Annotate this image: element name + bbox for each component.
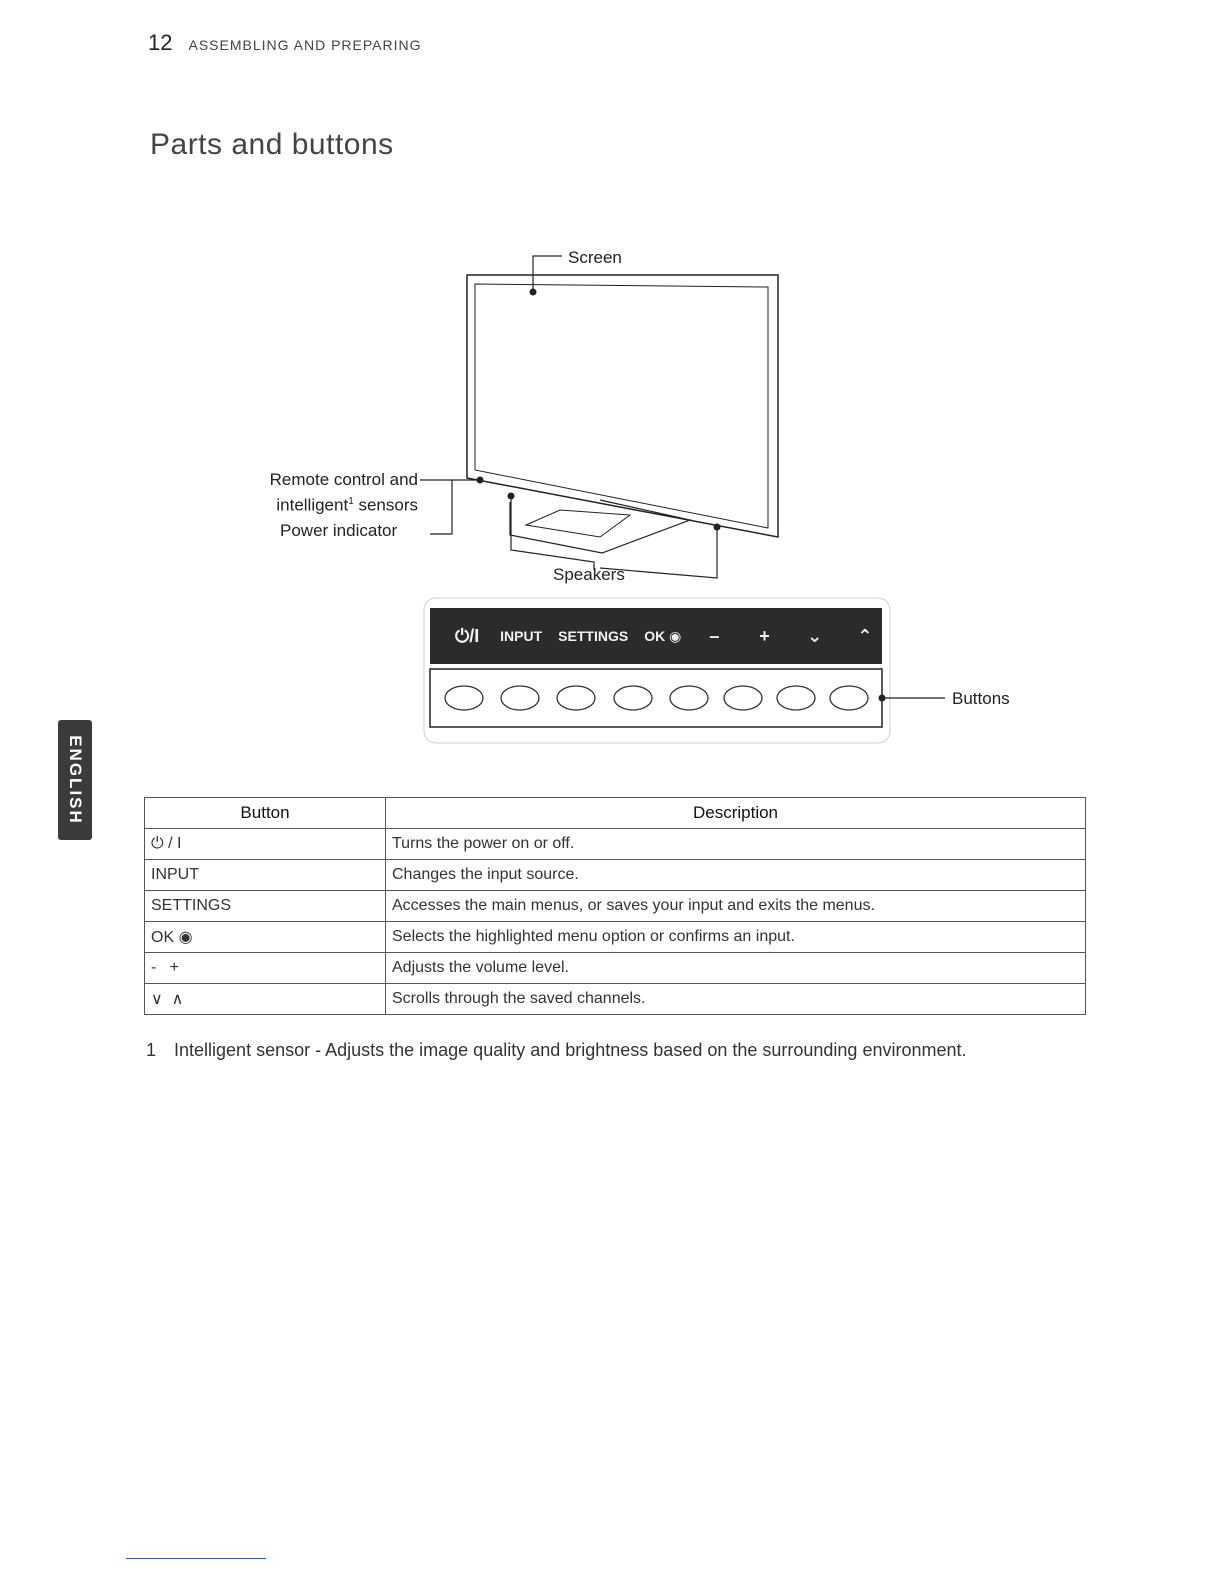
panel-label-plus: +: [759, 625, 770, 646]
bottom-rule: [126, 1558, 266, 1559]
panel-button-labels: [430, 608, 882, 664]
footnote: [146, 1040, 967, 1061]
button-description-table: [144, 797, 1086, 1015]
button-strip: [430, 669, 882, 727]
table-cell-button: ∨ ∧: [145, 984, 386, 1015]
table-row: [145, 953, 1086, 984]
panel-button-down: [777, 686, 815, 710]
label-power-indicator: Power indicator: [280, 521, 398, 540]
table-cell-button: INPUT: [145, 860, 386, 891]
panel-label-settings: SETTINGS: [558, 628, 629, 644]
footnote-number: 1: [146, 1040, 157, 1060]
table-cell-description: Turns the power on or off.: [386, 829, 1086, 860]
label-buttons: Buttons: [952, 689, 1010, 708]
panel-label-power: ⏻/I: [454, 625, 480, 646]
table-row: [145, 984, 1086, 1015]
table-row: [145, 891, 1086, 922]
panel-label-up: ⌃: [857, 625, 873, 646]
panel-label-down: ⌄: [807, 625, 823, 646]
label-remote-sensors-line1: Remote control and: [269, 470, 418, 489]
panel-button-input: [501, 686, 539, 710]
tv-screen: [475, 284, 768, 528]
table-cell-description: Adjusts the volume level.: [386, 953, 1086, 984]
label-speakers: Speakers: [553, 565, 625, 584]
table-row: [145, 829, 1086, 860]
table-header-row: [145, 798, 1086, 829]
table-cell-description: Selects the highlighted menu option or confirms an input.: [386, 922, 1086, 953]
panel-button-ok: [614, 686, 652, 710]
table-cell-button: ⏻ / I: [145, 829, 386, 860]
page-title: Parts and buttons: [150, 128, 394, 161]
section-title: ASSEMBLING AND PREPARING: [188, 37, 422, 53]
panel-label-minus: –: [709, 625, 720, 646]
table-cell-button: SETTINGS: [145, 891, 386, 922]
page-number: 12: [148, 30, 173, 55]
label-screen: Screen: [568, 248, 622, 267]
panel-button-power: [445, 686, 483, 710]
footnote-text: Intelligent sensor - Adjusts the image quality and brightness based on the surrounding environment.: [174, 1040, 967, 1060]
label-remote-sensors: [242, 469, 418, 517]
label-remote-sensors-line2: intelligent$^1$ sensors: [276, 495, 418, 515]
panel-label-ok: OK ◉: [644, 627, 682, 644]
table-cell-description: Scrolls through the saved channels.: [386, 984, 1086, 1015]
table-cell-description: Changes the input source.: [386, 860, 1086, 891]
footnote-marker: 1: [348, 496, 354, 507]
panel-button-up: [830, 686, 868, 710]
table-cell-description: Accesses the main menus, or saves your input and exits the menus.: [386, 891, 1086, 922]
table-header-description: Description: [386, 798, 1086, 829]
panel-button-plus: [724, 686, 762, 710]
table-row: [145, 922, 1086, 953]
table-row: [145, 860, 1086, 891]
table-header-button: Button: [145, 798, 386, 829]
language-tab-label: ENGLISH: [66, 735, 85, 825]
panel-label-input: INPUT: [500, 628, 543, 644]
table-cell-button: - +: [145, 953, 386, 984]
panel-button-settings: [557, 686, 595, 710]
table-cell-button: OK ◉: [145, 922, 386, 953]
panel-button-minus: [670, 686, 708, 710]
